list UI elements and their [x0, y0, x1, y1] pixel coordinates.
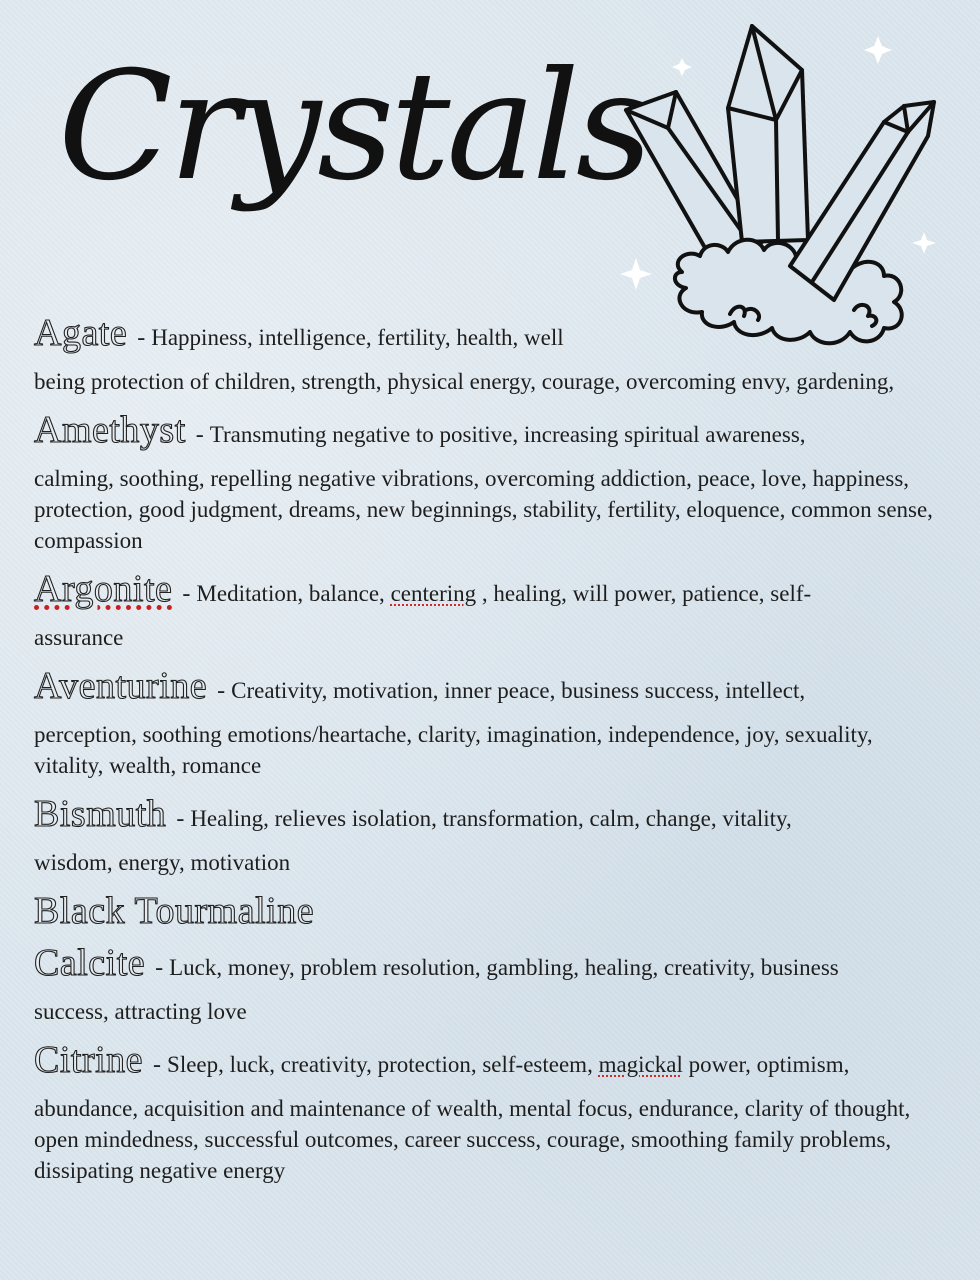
entry-head — [34, 411, 944, 449]
description-lead: Transmuting negative to positive, increasing spiritual awareness, — [209, 422, 806, 447]
description-lead: Creativity, motivation, inner peace, business success, intellect, — [231, 678, 806, 703]
dash: - — [195, 422, 204, 448]
entry-head — [34, 1041, 944, 1079]
misspelled-word: magickal — [598, 1052, 683, 1077]
entry-head — [34, 314, 944, 352]
description-body: wisdom, energy, motivation — [34, 850, 291, 875]
description-body: assurance — [34, 625, 124, 650]
crystal-name: Bismuth — [34, 793, 167, 835]
entry-argonite — [34, 570, 944, 653]
crystal-name: Agate — [34, 312, 128, 354]
entry-head — [34, 795, 944, 833]
misspelled-word: centering — [390, 581, 477, 606]
description-body: calming, soothing, repelling negative vibrations, overcoming addiction, peace, love, happiness, protection, good judgment, dreams, new beginnings, stability, fertility, eloquence, common sense, compassion — [34, 466, 933, 553]
dash: - — [182, 581, 191, 607]
entry-head — [34, 944, 944, 982]
entry-citrine — [34, 1041, 944, 1186]
description-lead: Luck, money, problem resolution, gambling, healing, creativity, business — [169, 955, 839, 980]
dash: - — [155, 955, 164, 981]
dash: - — [176, 806, 185, 832]
description-lead: Meditation, balance, — [196, 581, 391, 606]
description-lead: Happiness, intelligence, fertility, health, well — [151, 325, 564, 350]
entry-bismuth — [34, 795, 944, 878]
entry-head — [34, 892, 944, 930]
crystal-name: Aventurine — [34, 665, 208, 707]
entry-black-tourmaline — [34, 892, 944, 930]
entry-amethyst — [34, 411, 944, 556]
crystal-name: Citrine — [34, 1039, 144, 1081]
crystal-name: Argonite — [34, 568, 173, 610]
entry-head — [34, 667, 944, 705]
description-lead: power, optimism, — [682, 1052, 850, 1077]
description-body: success, attracting love — [34, 999, 247, 1024]
entry-calcite — [34, 944, 944, 1027]
dash: - — [217, 678, 226, 704]
description-lead: Sleep, luck, creativity, protection, self-esteem, — [167, 1052, 599, 1077]
description-body: abundance, acquisition and maintenance of wealth, mental focus, endurance, clarity of thought, open mindedness, successful outcomes, career success, courage, smoothing family problems, dissipating negative energy — [34, 1096, 911, 1183]
description-lead: Healing, relieves isolation, transformation, calm, change, vitality, — [190, 806, 792, 831]
crystal-name: Calcite — [34, 942, 146, 984]
crystal-list — [34, 314, 944, 1186]
dash: - — [137, 325, 146, 351]
description-body: perception, soothing emotions/heartache, clarity, imagination, independence, joy, sexuality, vitality, wealth, romance — [34, 722, 873, 778]
crystal-name: Amethyst — [34, 409, 186, 451]
page-title: Crystals — [58, 40, 649, 214]
description-lead: , healing, will power, patience, self- — [476, 581, 812, 606]
crystal-name: Black Tourmaline — [34, 890, 315, 932]
entry-aventurine — [34, 667, 944, 781]
entry-head — [34, 570, 944, 608]
description-body: being protection of children, strength, physical energy, courage, overcoming envy, gardening, — [34, 369, 895, 394]
dash: - — [153, 1052, 162, 1078]
entry-agate — [34, 314, 944, 397]
